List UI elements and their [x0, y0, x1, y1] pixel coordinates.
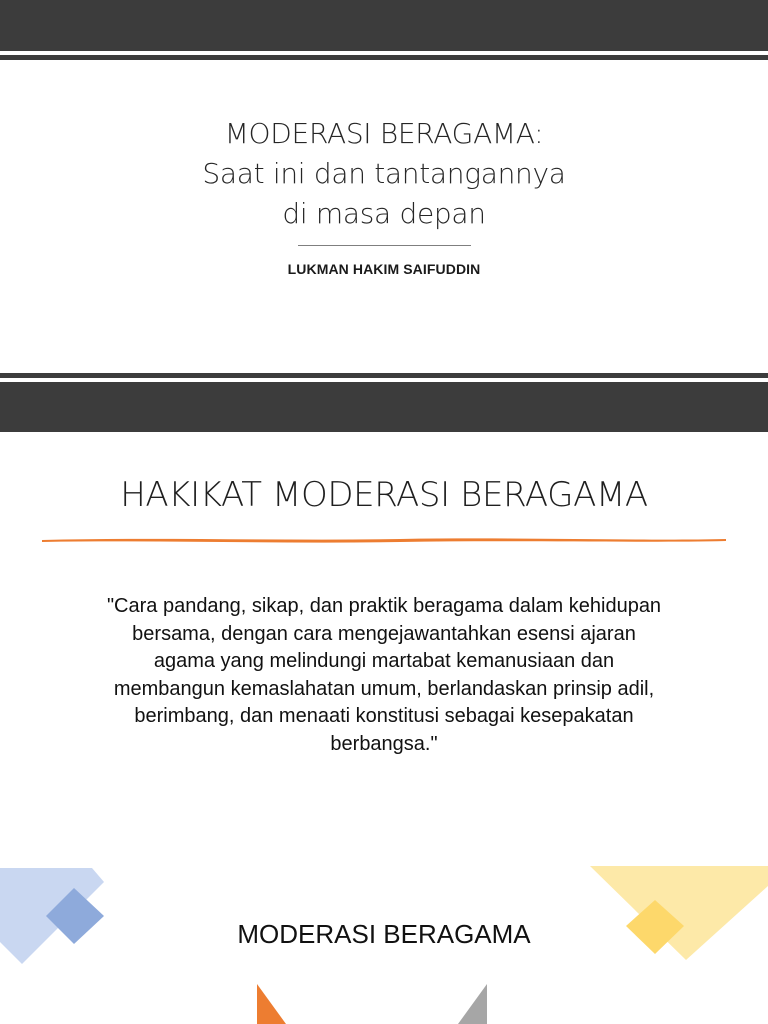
quote-line: berimbang, dan menaati konstitusi sebagai kesepakatan	[134, 705, 634, 727]
section-title: MODERASI BERAGAMA	[237, 919, 531, 949]
quote-line: "Cara pandang, sikap, dan praktik beragama dalam kehidupan	[106, 595, 662, 617]
slide-heading: HAKIKAT MODERASI BERAGAMA	[120, 475, 648, 515]
slide-definition	[0, 432, 768, 864]
presentation-title	[0, 114, 768, 234]
top-dark-line	[0, 55, 768, 60]
top-dark-bar	[0, 0, 768, 51]
orange-triangle	[257, 984, 286, 1024]
slide-section	[0, 864, 768, 1024]
quote-line: berbangsa."	[330, 732, 438, 755]
gray-triangle	[458, 984, 487, 1024]
title-line: Saat ini dan tantangannya	[202, 157, 566, 190]
bottom-dark-line	[0, 373, 768, 378]
quote-line: bersama, dengan cara mengejawantahkan esensi ajaran	[132, 622, 636, 645]
title-line: MODERASI BERAGAMA:	[224, 117, 544, 150]
definition-quote	[50, 593, 718, 758]
orange-brush-rule	[40, 534, 728, 544]
quote-line: agama yang melindungi martabat kemanusiaan dan	[153, 650, 615, 672]
quote-line: membangun kemaslahatan umum, berlandaskan prinsip adil,	[113, 677, 655, 700]
title-line: di masa depan	[282, 197, 486, 230]
slide-title	[0, 0, 768, 432]
bottom-dark-bar	[0, 382, 768, 432]
author-name: LUKMAN HAKIM SAIFUDDIN	[287, 261, 481, 277]
title-divider	[298, 245, 471, 246]
